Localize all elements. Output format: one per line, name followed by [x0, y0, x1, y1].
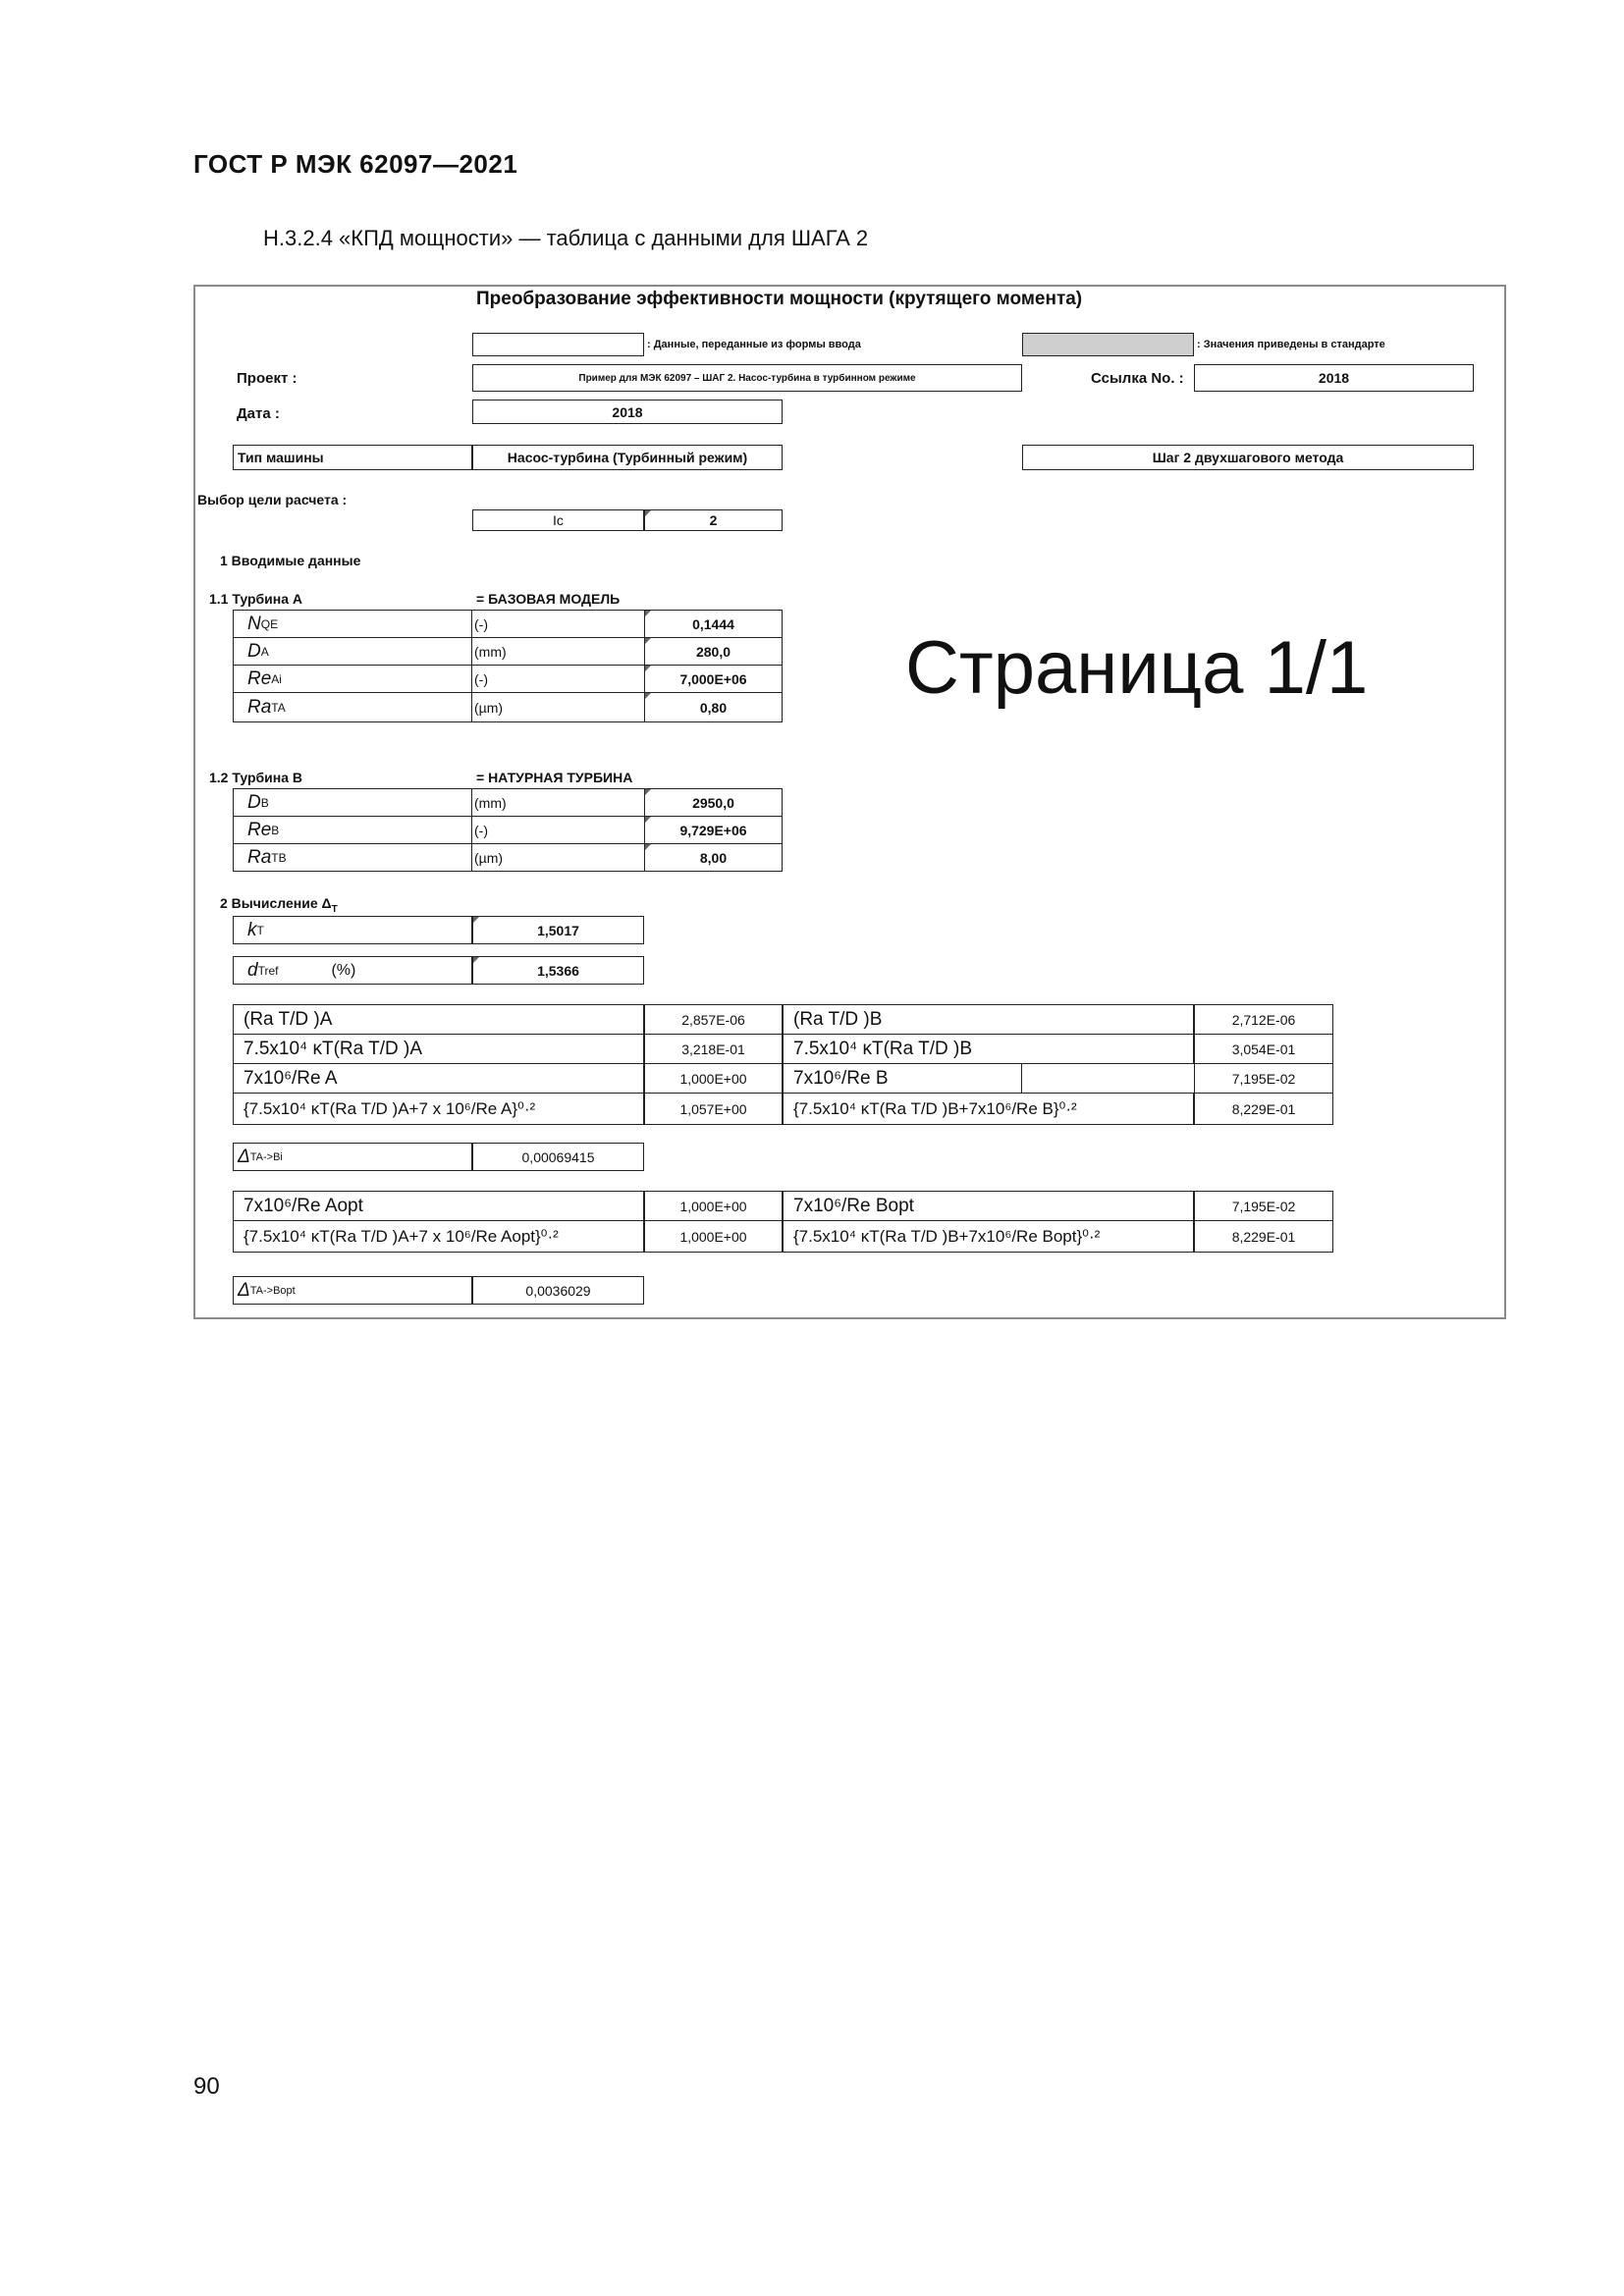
- turbineA-sym-2: Re Ai: [233, 665, 472, 693]
- date-label: Дата :: [237, 405, 280, 422]
- calc2-formula-b-0: 7x10⁶/Re Bopt: [783, 1191, 1194, 1221]
- page-watermark: Страница 1/1: [905, 626, 1369, 710]
- calc2-formula-a-1: {7.5x10⁴ κT(Ra T/D )A+7 x 10⁶/Re Aopt}⁰·²: [233, 1220, 644, 1253]
- step-value: Шаг 2 двухшагового метода: [1022, 445, 1474, 470]
- calc2-formula-a-0: 7x10⁶/Re Aopt: [233, 1191, 644, 1221]
- kT-value: 1,5017: [472, 916, 644, 944]
- target-code[interactable]: Ic: [472, 509, 644, 531]
- turbineB-sym-0: D B: [233, 788, 472, 817]
- calc-value-b-1: 3,054E-01: [1194, 1034, 1333, 1064]
- turbineB-sym-2: Ra TB: [233, 843, 472, 872]
- turbineB-unit-1: (-): [472, 816, 644, 844]
- calc-formula-b-3: {7.5x10⁴ κT(Ra T/D )B+7x10⁶/Re B}⁰·²: [783, 1093, 1194, 1125]
- dT-symbol: d Tref (%): [233, 956, 472, 985]
- calc2-value-a-0: 1,000E+00: [644, 1191, 783, 1221]
- turbineB-value-1[interactable]: 9,729E+06: [644, 816, 783, 844]
- delta1-value: 0,00069415: [472, 1143, 644, 1171]
- section-1-2-title: 1.2 Турбина B: [209, 770, 303, 785]
- calc-value-b-3: 8,229E-01: [1194, 1093, 1333, 1125]
- machine-label: Тип машины: [233, 445, 472, 470]
- calc2-value-b-0: 7,195E-02: [1194, 1191, 1333, 1221]
- legend-std-swatch: [1022, 333, 1194, 356]
- calc2-formula-b-1: {7.5x10⁴ κT(Ra T/D )B+7x10⁶/Re Bopt}⁰·²: [783, 1220, 1194, 1253]
- calc-formula-b-1: 7.5x10⁴ κT(Ra T/D )B: [783, 1034, 1194, 1064]
- legend-input-swatch: [472, 333, 644, 356]
- turbineB-value-0[interactable]: 2950,0: [644, 788, 783, 817]
- turbineB-unit-2: (µm): [472, 843, 644, 872]
- ref-label: Ссылка No. :: [1091, 370, 1184, 387]
- calc-formula-a-0: (Ra T/D )A: [233, 1004, 644, 1035]
- turbineA-sym-1: D A: [233, 637, 472, 666]
- turbineA-value-2: 7,000E+06: [644, 665, 783, 693]
- table-caption: Н.3.2.4 «КПД мощности» — таблица с данными для ШАГА 2: [263, 226, 869, 250]
- turbineA-sym-0: N QE: [233, 610, 472, 638]
- turbineA-value-1[interactable]: 280,0: [644, 637, 783, 666]
- section-1-title: 1 Вводимые данные: [220, 553, 361, 568]
- spreadsheet-form: [193, 285, 1506, 1319]
- calc-formula-a-2: 7x10⁶/Re A: [233, 1063, 644, 1094]
- turbineA-unit-1: (mm): [472, 637, 644, 666]
- project-label: Проект :: [237, 370, 298, 387]
- document-header: ГОСТ Р МЭК 62097—2021: [193, 149, 518, 179]
- turbineA-unit-3: (µm): [472, 692, 644, 722]
- turbineA-value-3: 0,80: [644, 692, 783, 722]
- calc-formula-a-3: {7.5x10⁴ κT(Ra T/D )A+7 x 10⁶/Re A}⁰·²: [233, 1093, 644, 1125]
- turbineB-value-2: 8,00: [644, 843, 783, 872]
- delta2-value: 0,0036029: [472, 1276, 644, 1305]
- calc-value-b-2: 7,195E-02: [1194, 1063, 1333, 1094]
- page-number: 90: [193, 2073, 220, 2100]
- ref-value[interactable]: 2018: [1194, 364, 1474, 392]
- section-2-title: 2 Вычисление $\Delta_T$: [220, 895, 338, 915]
- calc-value-a-1: 3,218E-01: [644, 1034, 783, 1064]
- target-num[interactable]: 2: [644, 509, 783, 531]
- calc2-value-b-1: 8,229E-01: [1194, 1220, 1333, 1253]
- machine-value[interactable]: Насос-турбина (Турбинный режим): [472, 445, 783, 470]
- section-1-1-title: 1.1 Турбина A: [209, 591, 303, 607]
- project-value[interactable]: Пример для МЭК 62097 – ШАГ 2. Насос-турбина в турбинном режиме: [472, 364, 1022, 392]
- calc-formula-b-2: 7x10⁶/Re B: [783, 1063, 1022, 1094]
- turbineB-unit-0: (mm): [472, 788, 644, 817]
- calc2-value-a-1: 1,000E+00: [644, 1220, 783, 1253]
- target-label: Выбор цели расчета :: [197, 492, 348, 507]
- kT-symbol: k T: [233, 916, 472, 944]
- turbineA-unit-2: (-): [472, 665, 644, 693]
- sheet-title: Преобразование эффективности мощности (крутящего момента): [476, 289, 1083, 309]
- legend-input-text: : Данные, переданные из формы ввода: [647, 339, 861, 350]
- legend-std-text: : Значения приведены в стандарте: [1197, 339, 1385, 350]
- calc-value-b-0: 2,712E-06: [1194, 1004, 1333, 1035]
- section-1-1-model: = БАЗОВАЯ МОДЕЛЬ: [476, 591, 621, 607]
- calc-value-a-0: 2,857E-06: [644, 1004, 783, 1035]
- section-1-2-model: = НАТУРНАЯ ТУРБИНА: [476, 770, 633, 785]
- turbineA-value-0[interactable]: 0,1444: [644, 610, 783, 638]
- turbineA-unit-0: (-): [472, 610, 644, 638]
- calc-formula-b-0: (Ra T/D )B: [783, 1004, 1194, 1035]
- delta2-symbol: Δ TA->Bopt: [233, 1276, 472, 1305]
- turbineA-sym-3: Ra TA: [233, 692, 472, 722]
- calc-value-a-3: 1,057E+00: [644, 1093, 783, 1125]
- turbineB-sym-1: Re B: [233, 816, 472, 844]
- dT-value: 1,5366: [472, 956, 644, 985]
- date-value[interactable]: 2018: [472, 400, 783, 424]
- calc-empty-b-2: [1021, 1063, 1195, 1094]
- calc-value-a-2: 1,000E+00: [644, 1063, 783, 1094]
- delta1-symbol: Δ TA->Bi: [233, 1143, 472, 1171]
- calc-formula-a-1: 7.5x10⁴ κT(Ra T/D )A: [233, 1034, 644, 1064]
